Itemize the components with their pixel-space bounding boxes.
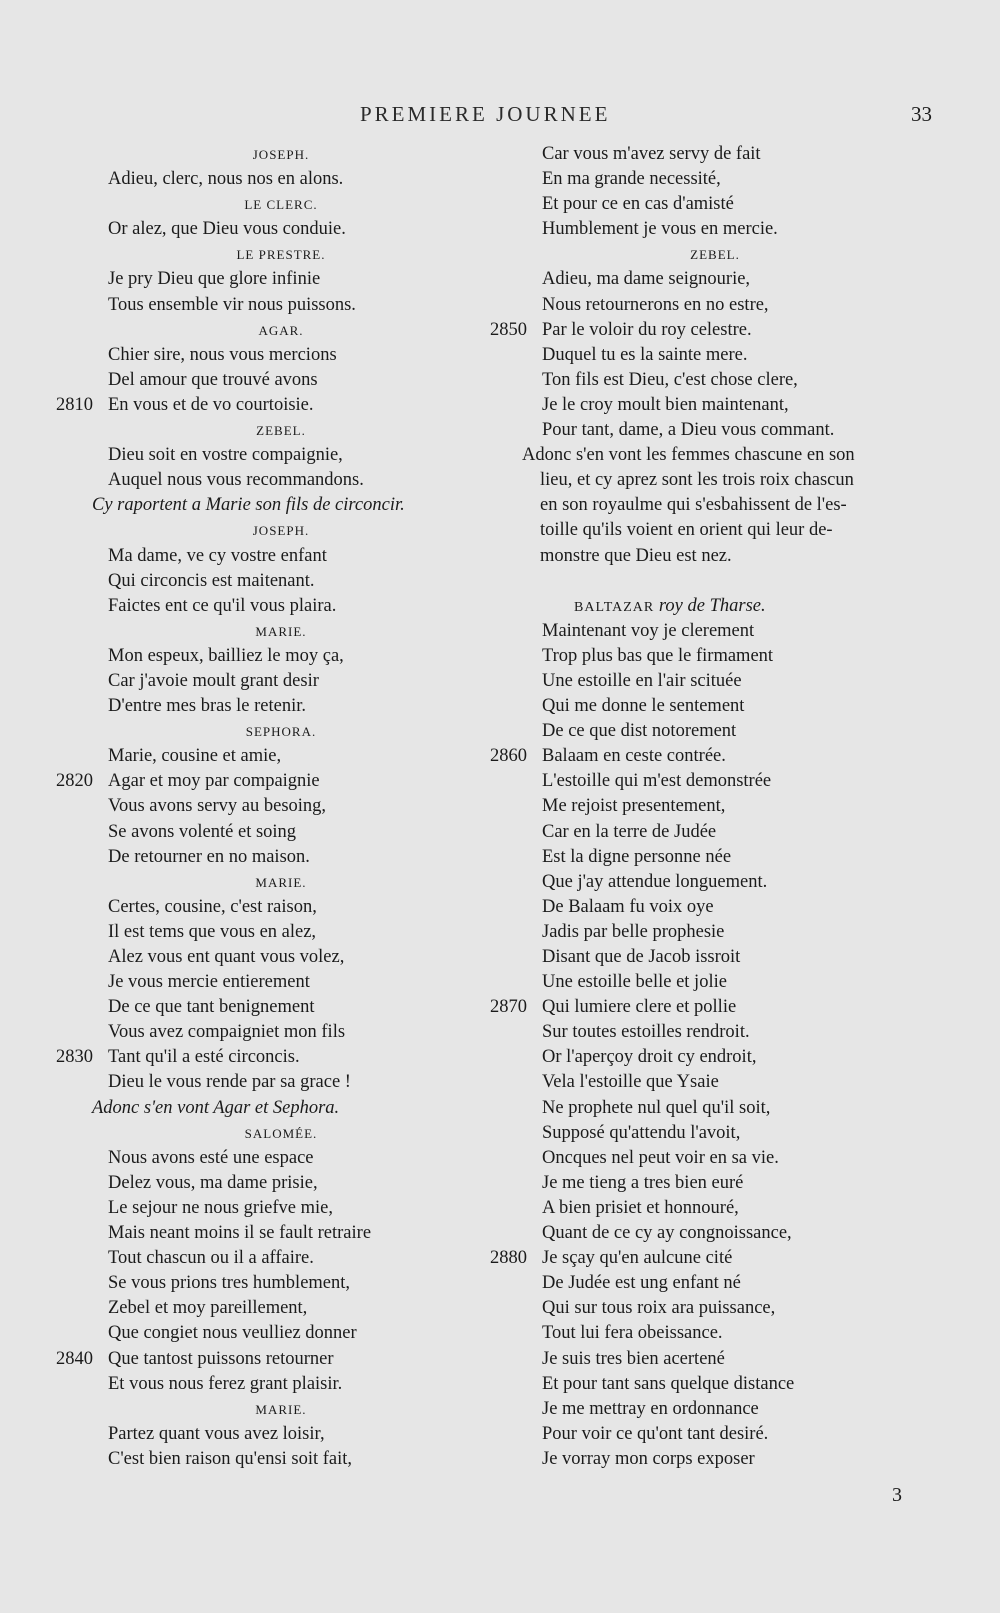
verse-text: Zebel et moy pareillement, bbox=[108, 1298, 308, 1319]
verse-line bbox=[490, 719, 940, 744]
verse-text: Me rejoist presentement, bbox=[542, 796, 726, 817]
verse-line bbox=[56, 267, 506, 292]
verse-text: Mais neant moins il se fault retraire bbox=[108, 1223, 372, 1244]
verse-text: Qui sur tous roix ara puissance, bbox=[542, 1298, 776, 1319]
verse-line bbox=[56, 293, 506, 318]
verse-text: Vela l'estoille que Ysaie bbox=[542, 1072, 719, 1093]
verse-text: Le sejour ne nous griefve mie, bbox=[108, 1197, 334, 1218]
verse-line bbox=[490, 970, 940, 995]
stage-direction bbox=[490, 493, 940, 518]
verse-text: Vous avons servy au besoing, bbox=[108, 796, 327, 817]
verse-line bbox=[56, 343, 506, 368]
verse-text: Ne prophete nul quel qu'il soit, bbox=[542, 1097, 771, 1118]
speaker-name: LE PRESTRE. bbox=[236, 247, 326, 263]
verse-line bbox=[56, 995, 506, 1020]
speaker-heading bbox=[490, 242, 940, 267]
verse-text: Maintenant voy je clerement bbox=[542, 620, 755, 641]
verse-line bbox=[490, 1096, 940, 1121]
verse-line bbox=[490, 1397, 940, 1422]
speaker-heading bbox=[56, 192, 506, 217]
verse-text: En vous et de vo courtoisie. bbox=[108, 394, 314, 415]
verse-line bbox=[490, 1372, 940, 1397]
verse-text: Je pry Dieu que glore infinie bbox=[108, 269, 321, 290]
verse-text: Faictes ent ce qu'il vous plaira. bbox=[108, 595, 337, 616]
verse-text: Ton fils est Dieu, c'est chose clere, bbox=[542, 369, 798, 390]
verse-text: Vous avez compaigniet mon fils bbox=[108, 1022, 346, 1043]
verse-line bbox=[56, 1271, 506, 1296]
running-title: PREMIERE JOURNEE bbox=[360, 102, 611, 126]
verse-text: Qui me donne le sentement bbox=[542, 696, 745, 717]
stage-direction-text: Adonc s'en vont les femmes chascune en son bbox=[522, 445, 855, 466]
speaker-heading bbox=[56, 1397, 506, 1422]
verse-text: Del amour que trouvé avons bbox=[108, 369, 318, 390]
verse-line bbox=[56, 669, 506, 694]
verse-text: Dieu le vous rende par sa grace ! bbox=[108, 1072, 351, 1093]
verse-line bbox=[56, 167, 506, 192]
verse-text: Que congiet nous veulliez donner bbox=[108, 1323, 357, 1344]
running-head bbox=[0, 102, 1000, 132]
verse-text: Je vous mercie entierement bbox=[108, 972, 310, 993]
verse-line bbox=[490, 343, 940, 368]
verse-text: Une estoille belle et jolie bbox=[542, 972, 727, 993]
verse-line bbox=[56, 1246, 506, 1271]
verse-text: Dieu soit en vostre compaignie, bbox=[108, 445, 343, 466]
signature-mark: 3 bbox=[892, 1484, 902, 1506]
verse-text: Et pour ce en cas d'amisté bbox=[542, 194, 734, 215]
stage-direction-text: monstre que Dieu est nez. bbox=[540, 545, 732, 566]
verse-line bbox=[56, 1045, 506, 1070]
verse-line bbox=[490, 870, 940, 895]
verse-text: Que tantost puissons retourner bbox=[108, 1348, 334, 1369]
verse-text: Humblement je vous en mercie. bbox=[542, 219, 778, 240]
speaker-name: JOSEPH. bbox=[252, 523, 310, 539]
verse-line bbox=[56, 544, 506, 569]
line-number: 2840 bbox=[56, 1348, 93, 1369]
verse-text: A bien prisiet et honnouré, bbox=[542, 1197, 739, 1218]
verse-line bbox=[490, 1422, 940, 1447]
verse-line bbox=[56, 1372, 506, 1397]
stage-direction bbox=[490, 544, 940, 569]
verse-line bbox=[56, 393, 506, 418]
speaker-name: BALTAZAR bbox=[574, 599, 655, 615]
verse-line bbox=[490, 744, 940, 769]
verse-text: Balaam en ceste contrée. bbox=[542, 746, 726, 767]
verse-line bbox=[56, 744, 506, 769]
verse-text: Car vous m'avez servy de fait bbox=[542, 144, 761, 164]
verse-text: Qui lumiere clere et pollie bbox=[542, 997, 737, 1018]
verse-text: Chier sire, nous vous mercions bbox=[108, 344, 337, 365]
verse-text: Par le voloir du roy celestre. bbox=[542, 319, 752, 340]
verse-text: Et pour tant sans quelque distance bbox=[542, 1373, 795, 1394]
verse-line bbox=[56, 1070, 506, 1095]
verse-text: Est la digne personne née bbox=[542, 846, 732, 867]
line-number: 2810 bbox=[56, 394, 93, 415]
verse-line bbox=[56, 1020, 506, 1045]
verse-line bbox=[490, 794, 940, 819]
stage-direction bbox=[490, 468, 940, 493]
verse-line bbox=[490, 820, 940, 845]
speaker-name: AGAR. bbox=[258, 322, 304, 338]
verse-line bbox=[56, 1321, 506, 1346]
verse-line bbox=[490, 418, 940, 443]
verse-line bbox=[56, 1221, 506, 1246]
verse-text: Nous avons esté une espace bbox=[108, 1147, 314, 1168]
verse-text: Agar et moy par compaignie bbox=[108, 771, 320, 792]
verse-line bbox=[490, 769, 940, 794]
verse-text: L'estoille qui m'est demonstrée bbox=[542, 771, 772, 792]
verse-text: Une estoille en l'air scituée bbox=[542, 670, 742, 691]
verse-line bbox=[490, 995, 940, 1020]
line-number: 2820 bbox=[56, 771, 93, 792]
verse-text: De Balaam fu voix oye bbox=[542, 896, 714, 917]
verse-text: Adieu, ma dame seignourie, bbox=[542, 269, 751, 290]
verse-text: Je me tieng a tres bien euré bbox=[542, 1172, 744, 1193]
verse-line bbox=[490, 644, 940, 669]
speaker-heading bbox=[56, 142, 506, 167]
speaker-name: ZEBEL. bbox=[690, 247, 740, 263]
stage-direction bbox=[56, 1096, 506, 1121]
verse-line bbox=[56, 443, 506, 468]
verse-text: Je le croy moult bien maintenant, bbox=[542, 394, 789, 415]
right-column bbox=[490, 142, 940, 1472]
verse-text: De Judée est ung enfant né bbox=[542, 1273, 741, 1294]
verse-text: Qui circoncis est maitenant. bbox=[108, 570, 315, 591]
verse-line bbox=[490, 1296, 940, 1321]
verse-line bbox=[490, 920, 940, 945]
verse-line bbox=[490, 1246, 940, 1271]
verse-line bbox=[490, 1221, 940, 1246]
verse-text: Marie, cousine et amie, bbox=[108, 746, 282, 767]
speaker-heading bbox=[56, 1121, 506, 1146]
verse-text: Alez vous ent quant vous volez, bbox=[108, 947, 345, 967]
verse-text: Or alez, que Dieu vous conduie. bbox=[108, 219, 346, 240]
verse-text: Adieu, clerc, nous nos en alons. bbox=[108, 169, 344, 190]
speaker-heading bbox=[56, 619, 506, 644]
verse-line bbox=[56, 1196, 506, 1221]
verse-line bbox=[56, 1146, 506, 1171]
verse-text: Je vorray mon corps exposer bbox=[542, 1448, 755, 1469]
verse-text: Il est tems que vous en alez, bbox=[108, 921, 317, 942]
verse-line bbox=[490, 1070, 940, 1095]
verse-line bbox=[56, 594, 506, 619]
verse-line bbox=[490, 1447, 940, 1472]
verse-text: De ce que tant benignement bbox=[108, 997, 315, 1018]
verse-text: Oncques nel peut voir en sa vie. bbox=[542, 1147, 779, 1168]
verse-line bbox=[56, 845, 506, 870]
verse-line bbox=[490, 393, 940, 418]
verse-text: Se avons volenté et soing bbox=[108, 821, 297, 842]
line-number: 2830 bbox=[56, 1047, 93, 1068]
verse-line bbox=[490, 1347, 940, 1372]
verse-line bbox=[490, 1121, 940, 1146]
verse-text: Tout lui fera obeissance. bbox=[542, 1323, 723, 1344]
line-number: 2850 bbox=[490, 319, 527, 340]
verse-line bbox=[56, 769, 506, 794]
verse-line bbox=[56, 694, 506, 719]
verse-text: Se vous prions tres humblement, bbox=[108, 1273, 351, 1294]
stage-direction-text: toille qu'ils voient en orient qui leur de- bbox=[540, 520, 833, 541]
verse-line bbox=[56, 820, 506, 845]
verse-line bbox=[490, 217, 940, 242]
speaker-name: MARIE. bbox=[255, 623, 307, 639]
stage-direction bbox=[56, 493, 506, 518]
verse-line bbox=[490, 167, 940, 192]
verse-text: Car j'avoie moult grant desir bbox=[108, 670, 319, 691]
verse-text: Tant qu'il a esté circoncis. bbox=[108, 1047, 300, 1068]
verse-text: Jadis par belle prophesie bbox=[542, 921, 725, 942]
verse-line bbox=[490, 669, 940, 694]
blank-line bbox=[490, 569, 940, 594]
verse-line bbox=[56, 368, 506, 393]
verse-line bbox=[490, 1271, 940, 1296]
verse-text: Je suis tres bien acertené bbox=[542, 1348, 725, 1369]
speaker-heading bbox=[56, 870, 506, 895]
verse-line bbox=[490, 1196, 940, 1221]
speaker-name: ZEBEL. bbox=[256, 423, 306, 439]
verse-line bbox=[490, 945, 940, 970]
verse-text: Supposé qu'attendu l'avoit, bbox=[542, 1122, 741, 1143]
verse-line bbox=[490, 368, 940, 393]
stage-direction bbox=[490, 518, 940, 543]
verse-line bbox=[490, 1045, 940, 1070]
verse-text: Partez quant vous avez loisir, bbox=[108, 1423, 325, 1444]
speaker-name: JOSEPH. bbox=[252, 147, 310, 162]
verse-line bbox=[490, 1321, 940, 1346]
line-number: 2870 bbox=[490, 997, 527, 1018]
speaker-heading-text bbox=[574, 594, 766, 620]
verse-text: C'est bien raison qu'ensi soit fait, bbox=[108, 1448, 353, 1469]
verse-text: Duquel tu es la sainte mere. bbox=[542, 344, 748, 365]
verse-line bbox=[56, 217, 506, 242]
verse-line bbox=[490, 694, 940, 719]
speaker-name: MARIE. bbox=[255, 874, 307, 890]
verse-text: Certes, cousine, c'est raison, bbox=[108, 896, 317, 917]
verse-text: Pour tant, dame, a Dieu vous commant. bbox=[542, 420, 835, 441]
verse-line bbox=[490, 845, 940, 870]
left-column bbox=[56, 142, 506, 1472]
verse-text: Or l'aperçoy droit cy endroit, bbox=[542, 1047, 757, 1068]
verse-line bbox=[490, 619, 940, 644]
verse-line bbox=[56, 1422, 506, 1447]
line-number: 2880 bbox=[490, 1248, 527, 1269]
verse-text: Trop plus bas que le firmament bbox=[542, 645, 774, 666]
speaker-heading bbox=[56, 242, 506, 267]
verse-text: D'entre mes bras le retenir. bbox=[108, 696, 307, 717]
stage-direction-text: lieu, et cy aprez sont les trois roix chascun bbox=[540, 470, 854, 491]
verse-text: Tous ensemble vir nous puissons. bbox=[108, 294, 356, 315]
verse-line bbox=[56, 945, 506, 970]
speaker-role: roy de Tharse. bbox=[658, 595, 766, 616]
verse-line bbox=[56, 1447, 506, 1472]
verse-line bbox=[490, 895, 940, 920]
verse-text: Car en la terre de Judée bbox=[542, 821, 717, 842]
verse-line bbox=[490, 1020, 940, 1045]
verse-text: Pour voir ce qu'ont tant desiré. bbox=[542, 1423, 769, 1444]
verse-text: De ce que dist notorement bbox=[542, 721, 737, 742]
verse-text: Je me mettray en ordonnance bbox=[542, 1398, 759, 1419]
stage-direction-text: Cy raportent a Marie son fils de circoncir. bbox=[92, 495, 405, 516]
speaker-heading bbox=[490, 594, 940, 619]
verse-text: Delez vous, ma dame prisie, bbox=[108, 1172, 318, 1193]
speaker-name: SEPHORA. bbox=[245, 724, 317, 740]
verse-text: Disant que de Jacob issroit bbox=[542, 947, 741, 967]
line-number: 2860 bbox=[490, 746, 527, 767]
verse-text: Mon espeux, bailliez le moy ça, bbox=[108, 645, 344, 666]
speaker-heading bbox=[56, 719, 506, 744]
speaker-heading bbox=[56, 518, 506, 543]
speaker-name: SALOMÉE. bbox=[244, 1125, 318, 1141]
verse-line bbox=[490, 1171, 940, 1196]
verse-line bbox=[490, 142, 940, 167]
verse-text: Ma dame, ve cy vostre enfant bbox=[108, 545, 327, 566]
verse-line bbox=[490, 267, 940, 292]
verse-line bbox=[56, 644, 506, 669]
verse-text: Auquel nous vous recommandons. bbox=[108, 470, 364, 491]
verse-text: En ma grande necessité, bbox=[542, 169, 721, 190]
verse-line bbox=[56, 794, 506, 819]
verse-text: Je sçay qu'en aulcune cité bbox=[542, 1248, 733, 1269]
verse-line bbox=[490, 1146, 940, 1171]
verse-text: Sur toutes estoilles rendroit. bbox=[542, 1022, 750, 1043]
verse-text: Que j'ay attendue longuement. bbox=[542, 871, 768, 892]
verse-line bbox=[490, 192, 940, 217]
page-number: 33 bbox=[911, 102, 932, 126]
verse-line bbox=[56, 468, 506, 493]
verse-text: Nous retournerons en no estre, bbox=[542, 294, 769, 315]
verse-text: Tout chascun ou il a affaire. bbox=[108, 1248, 314, 1269]
verse-line bbox=[56, 970, 506, 995]
stage-direction bbox=[490, 443, 940, 468]
speaker-heading bbox=[56, 318, 506, 343]
verse-line bbox=[56, 1171, 506, 1196]
stage-direction-text: en son royaulme qui s'esbahissent de l'es- bbox=[540, 495, 847, 516]
speaker-name: MARIE. bbox=[255, 1401, 307, 1417]
speaker-name: LE CLERC. bbox=[244, 197, 318, 213]
verse-line bbox=[56, 569, 506, 594]
verse-text: De retourner en no maison. bbox=[108, 846, 310, 867]
verse-line bbox=[56, 1347, 506, 1372]
verse-line bbox=[56, 1296, 506, 1321]
verse-text: Quant de ce cy ay congnoissance, bbox=[542, 1223, 792, 1244]
verse-line bbox=[490, 318, 940, 343]
stage-direction-text: Adonc s'en vont Agar et Sephora. bbox=[92, 1097, 340, 1118]
verse-line bbox=[56, 920, 506, 945]
verse-line bbox=[490, 293, 940, 318]
verse-text: Et vous nous ferez grant plaisir. bbox=[108, 1373, 343, 1394]
verse-line bbox=[56, 895, 506, 920]
speaker-heading bbox=[56, 418, 506, 443]
